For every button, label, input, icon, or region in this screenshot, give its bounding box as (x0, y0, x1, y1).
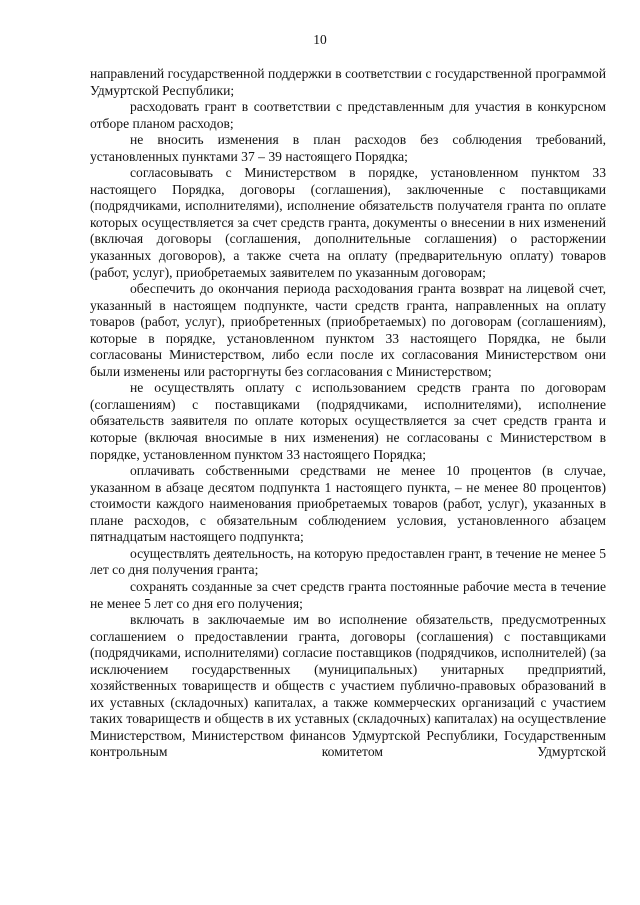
page-number: 10 (313, 32, 327, 47)
paragraph: обеспечить до окончания периода расходования гранта возврат на лицевой счет, указанный в настоящем подпункте, части средств гранта, направленных на оплату товаров (работ, услуг), приобретенных (приобретаемых) по договорам (соглашениям), которые в порядке, установленном пунктом 33 настоящего Порядка, не были согласованы Министерством, либо если после их согласования Министерством они были изменены или расторгнуты без согласования с Министерством; (90, 281, 606, 379)
paragraph: согласовывать с Министерством в порядке, установленном пунктом 33 настоящего Порядка, договоры (соглашения), заключенные с поставщиками (подрядчиками, исполнителями), исполнение обязательств получателя гранта по оплате которых осуществляется за счет средств гранта, документы о внесении в них изменений (включая договоры (соглашения, дополнительные соглашения) о расторжении указанных договоров), а также счета на оплату (предварительную оплату) товаров (работ, услуг), приобретаемых заявителем по указанным договорам; (90, 165, 606, 280)
paragraph: включать в заключаемые им во исполнение обязательств, предусмотренных соглашением о предоставлении гранта, договоры (соглашения) с поставщиками (подрядчиками, исполнителями) согласие поставщиков (подрядчиков, исполнителей) (за исключением государственных (муниципальных) унитарных предприятий, хозяйственных товариществ и обществ с участием публично-правовых образований в их уставных (складочных) капиталах, а также коммерческих организаций с участием таких товариществ и обществ в их уставных (складочных) капиталах) на осуществление Министерством, Министерством финансов Удмуртской Республики, Государственным контрольным комитетом Удмуртской (90, 612, 606, 760)
paragraph: направлений государственной поддержки в соответствии с государственной программой Удмуртской Республики; (90, 66, 606, 98)
document-body (90, 66, 606, 761)
paragraph: не вносить изменения в план расходов без соблюдения требований, установленных пунктами 37 – 39 настоящего Порядка; (90, 132, 606, 164)
paragraph: оплачивать собственными средствами не менее 10 процентов (в случае, указанном в абзаце десятом подпункта 1 настоящего пункта, – не менее 80 процентов) стоимости каждого наименования приобретаемых товаров (работ, услуг), указанных в плане расходов, с обязательным соблюдением условия, установленного абзацем пятнадцатым настоящего подпункта; (90, 463, 606, 545)
paragraph: не осуществлять оплату с использованием средств гранта по договорам (соглашениям) с поставщиками (подрядчиками, исполнителями), исполнение обязательств заявителя по оплате которых осуществляется за счет средств гранта и которые (включая вносимые в них изменения) не согласованы с Министерством в порядке, установленном пунктом 33 настоящего Порядка; (90, 380, 606, 462)
paragraph: расходовать грант в соответствии с представленным для участия в конкурсном отборе планом расходов; (90, 99, 606, 131)
paragraph: сохранять созданные за счет средств гранта постоянные рабочие места в течение не менее 5 лет со дня его получения; (90, 578, 606, 611)
paragraph: осуществлять деятельность, на которую предоставлен грант, в течение не менее 5 лет со дня получения гранта; (90, 545, 606, 578)
